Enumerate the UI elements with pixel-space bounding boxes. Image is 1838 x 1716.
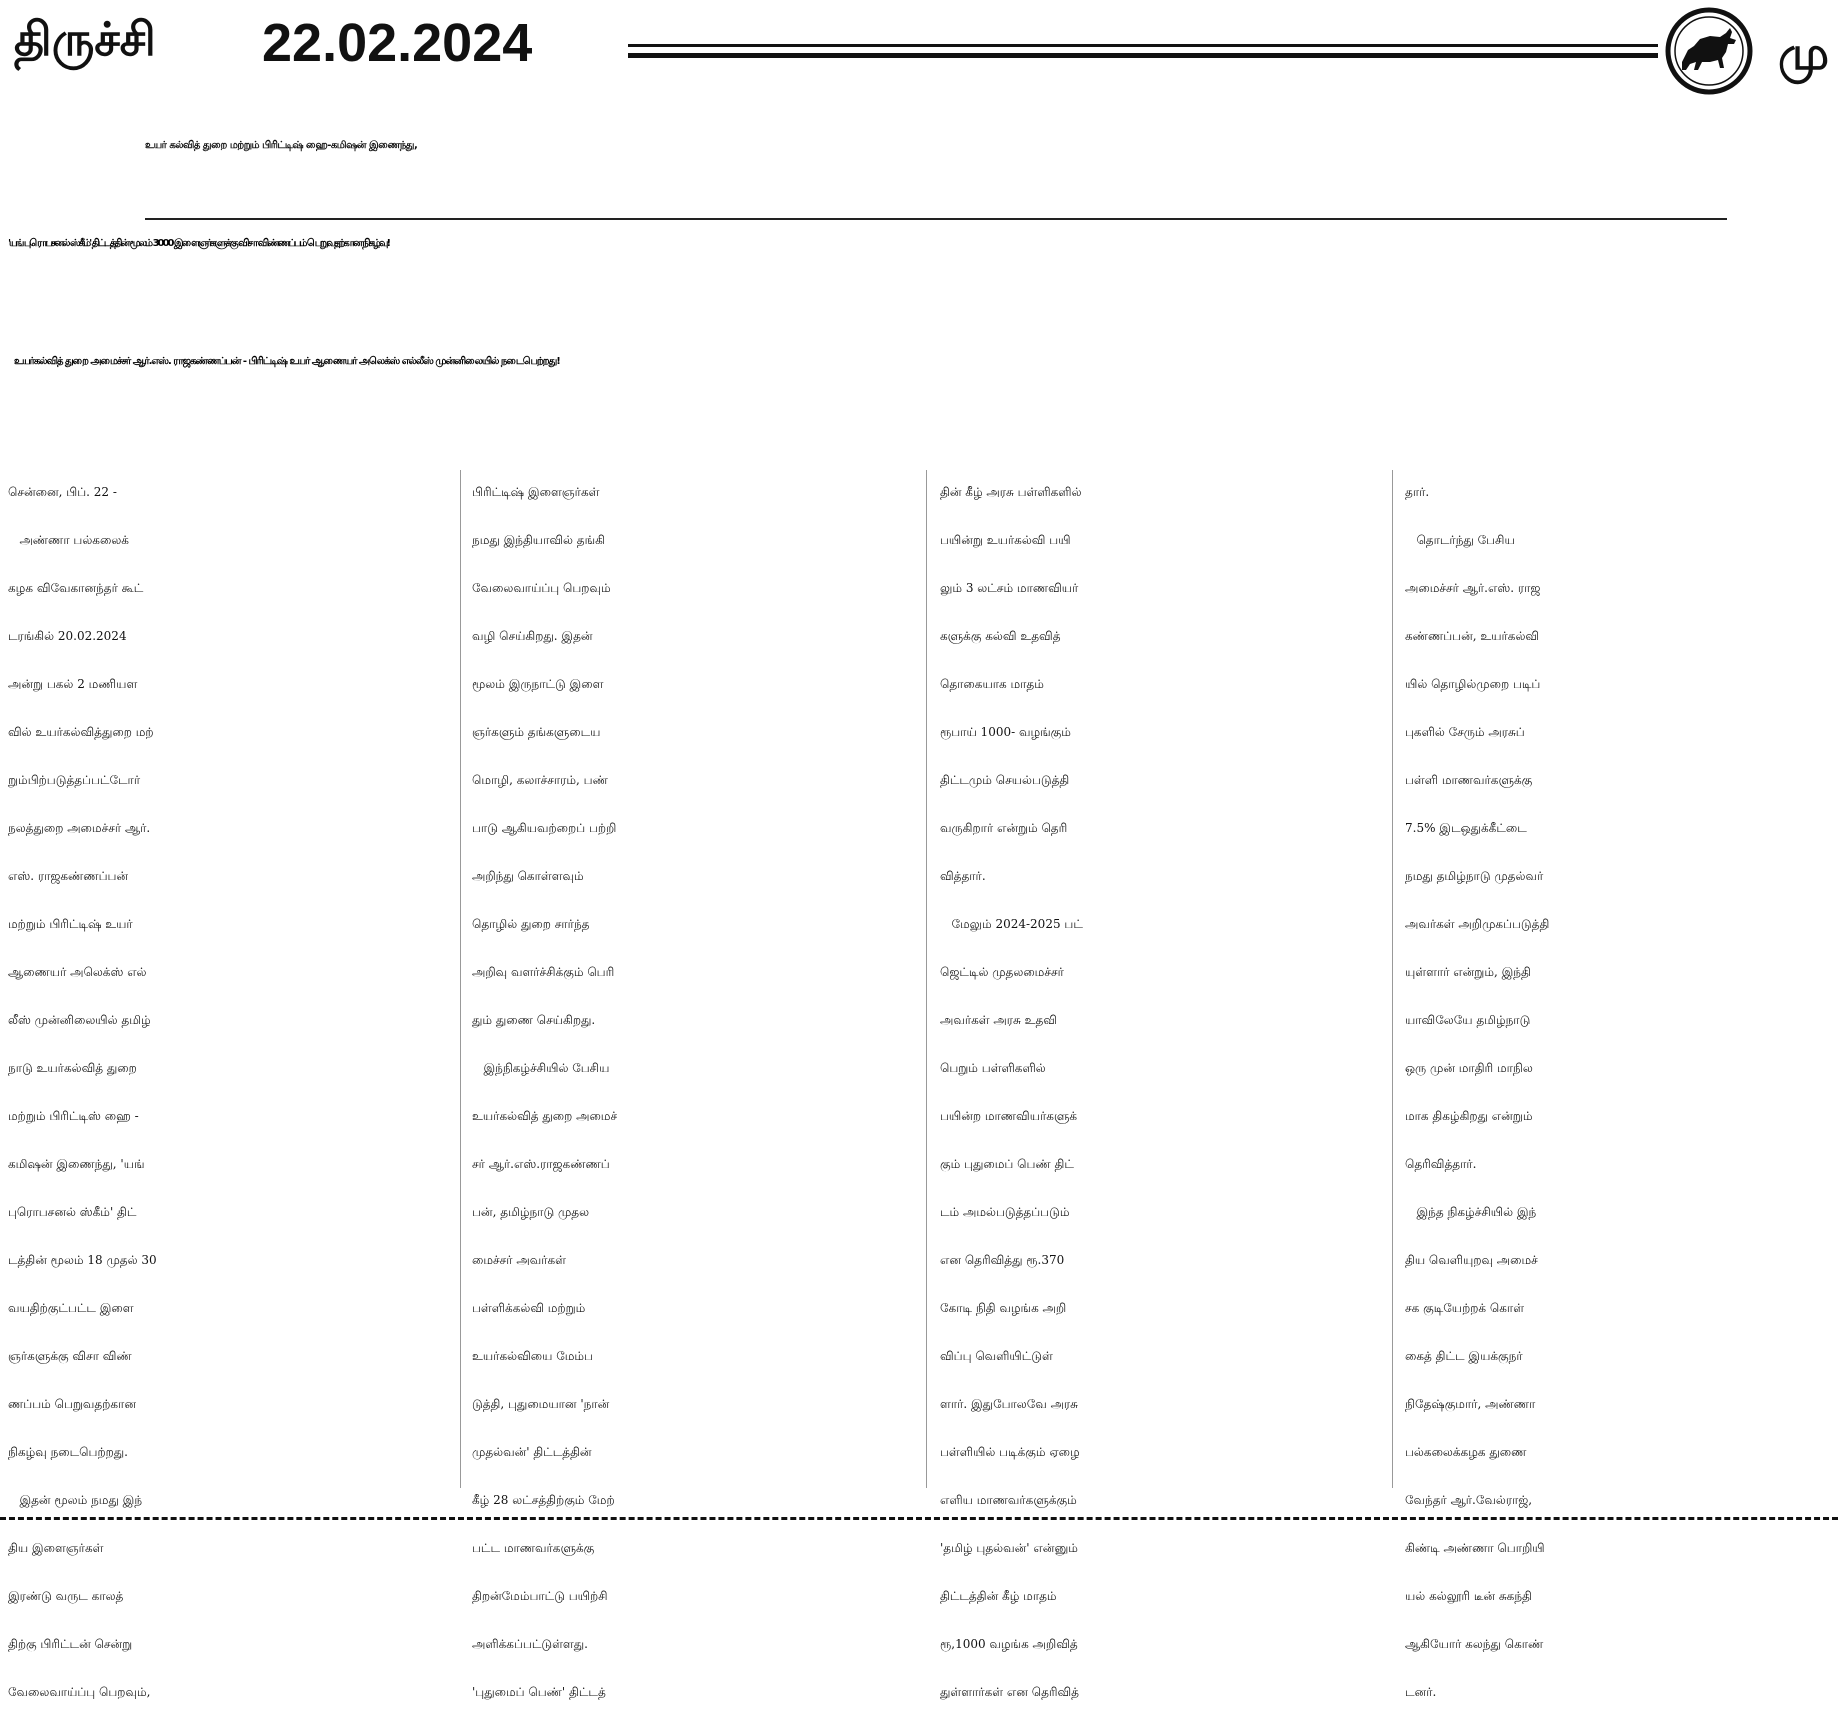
masthead-city: திருச்சி xyxy=(14,12,156,66)
column-divider xyxy=(1392,470,1393,1488)
masthead-rule xyxy=(628,44,1658,58)
masthead xyxy=(0,0,1838,100)
article-column-1: சென்னை, பிப். 22 - அண்ணா பல்கலைக் கழக விவேகானந்தர் கூட் டரங்கில் 20.02.2024 அன்று பகல் 2 மணியள வில் உயர்கல்வித்துறை மற் றும்பிற்படுத்தப்பட்டோர் நலத்துறை அமைச்சர் ஆர். எஸ். ராஜகண்ணப்பன் மற்றும் பிரிட்டிஷ் உயர் ஆணையர் அலெக்ஸ் எல் லீஸ் முன்னிலையில் தமிழ் நாடு உயர்கல்வித் துறை மற்றும் பிரிட்டிஸ் ஹை - கமிஷன் இணைந்து, 'யங் புரொபசனல் ஸ்கீம்' திட் டத்தின் மூலம் 18 முதல் 30 வயதிற்குட்பட்ட இளை ஞர்களுக்கு விசா விண் ணப்பம் பெறுவதற்கான நிகழ்வு நடைபெற்றது. இதன் மூலம் நமது இந் திய இளைஞர்கள் இரண்டு வருட காலத் திற்கு பிரிட்டன் சென்று வேலைவாய்ப்பு பெறவும், xyxy=(8,485,157,1699)
headline-main: 'யங் புரொபசனல் ஸ்கீம்' திட்டத்தின் மூலம் 3000 இளைஞர்களுக்கு விசா விண்ணப்பம் பெறுவதற்கான நிகழ்வு! xyxy=(8,238,390,249)
masthead-paper-name: மு xyxy=(1778,26,1830,80)
headline-kicker: உயர் கல்வித் துறை மற்றும் பிரிட்டிஷ் ஹை-கமிஷன் இணைந்து, xyxy=(145,140,418,151)
column-divider xyxy=(460,470,461,1488)
article-column-3: தின் கீழ் அரசு பள்ளிகளில் பயின்று உயர்கல்வி பயி லும் 3 லட்சம் மாணவியர் களுக்கு கல்வி உதவித் தொகையாக மாதம் ரூபாய் 1000- வழங்கும் திட்டமும் செயல்படுத்தி வருகிறார் என்றும் தெரி வித்தார். மேலும் 2024-2025 பட் ஜெட்டில் முதலமைச்சர் அவர்கள் அரசு உதவி பெறும் பள்ளிகளில் பயின்ற மாணவியர்களுக் கும் புதுமைப் பெண் திட் டம் அமல்படுத்தப்படும் என தெரிவித்து ரூ.370 கோடி நிதி வழங்க அறி விப்பு வெளியிட்டுள் ளார். இதுபோலவே அரசு பள்ளியில் படிக்கும் ஏழை எளிய மாணவர்களுக்கும் 'தமிழ் புதல்வன்' என்னும் திட்டத்தின் கீழ் மாதம் ரூ,1000 வழங்க அறிவித் துள்ளார்கள் என தெரிவித் xyxy=(940,485,1083,1699)
article-column-2: பிரிட்டிஷ் இளைஞர்கள் நமது இந்தியாவில் தங்கி வேலைவாய்ப்பு பெறவும் வழி செய்கிறது. இதன் மூலம் இருநாட்டு இளை ஞர்களும் தங்களுடைய மொழி, கலாச்சாரம், பண் பாடு ஆகியவற்றைப் பற்றி அறிந்து கொள்ளவும் தொழில் துறை சார்ந்த அறிவு வளர்ச்சிக்கும் பெரி தும் துணை செய்கிறது. இந்நிகழ்ச்சியில் பேசிய உயர்கல்வித் துறை அமைச் சர் ஆர்.எஸ்.ராஜகண்ணப் பன், தமிழ்நாடு முதல மைச்சர் அவர்கள் பள்ளிக்கல்வி மற்றும் உயர்கல்வியை மேம்ப டுத்தி, புதுமையான 'நான் முதல்வன்' திட்டத்தின் கீழ் 28 லட்சத்திற்கும் மேற் பட்ட மாணவர்களுக்கு திறன்மேம்பாட்டு பயிற்சி அளிக்கப்பட்டுள்ளது. 'புதுமைப் பெண்' திட்டத் xyxy=(472,485,618,1699)
bottom-dashed-rule xyxy=(0,1517,1838,1520)
article-column-4: தார். தொடர்ந்து பேசிய அமைச்சர் ஆர்.எஸ். ராஜ கண்ணப்பன், உயர்கல்வி யில் தொழில்முறை படிப் புகளில் சேரும் அரசுப் பள்ளி மாணவர்களுக்கு 7.5% இடஒதுக்கீட்டை நமது தமிழ்நாடு முதல்வர் அவர்கள் அறிமுகப்படுத்தி யுள்ளார் என்றும், இந்தி யாவிலேயே தமிழ்நாடு ஒரு முன் மாதிரி மாநில மாக திகழ்கிறது என்றும் தெரிவித்தார். இந்த நிகழ்ச்சியில் இந் திய வெளியுறவு அமைச் சக குடியேற்றக் கொள் கைத் திட்ட இயக்குநர் நிதேஷ்குமார், அண்ணா பல்கலைக்கழக துணை வேந்தர் ஆர்.வேல்ராஜ், கிண்டி அண்ணா பொறியி யல் கல்லூரி டீன் சுகந்தி ஆகியோர் கலந்து கொண் டனர். xyxy=(1405,485,1550,1699)
bull-logo-icon xyxy=(1664,6,1754,96)
headline-divider xyxy=(145,218,1727,220)
headline-subtitle: உயர்கல்வித் துறை அமைச்சர் ஆர்.எஸ். ராஜகண்ணப்பன் - பிரிட்டிஷ் உயர் ஆணையர் அலெக்ஸ் எல்லீஸ் முன்னிலையில் நடைபெற்றது! xyxy=(14,356,560,367)
column-divider xyxy=(926,470,927,1488)
masthead-date: 22.02.2024 xyxy=(262,13,533,73)
